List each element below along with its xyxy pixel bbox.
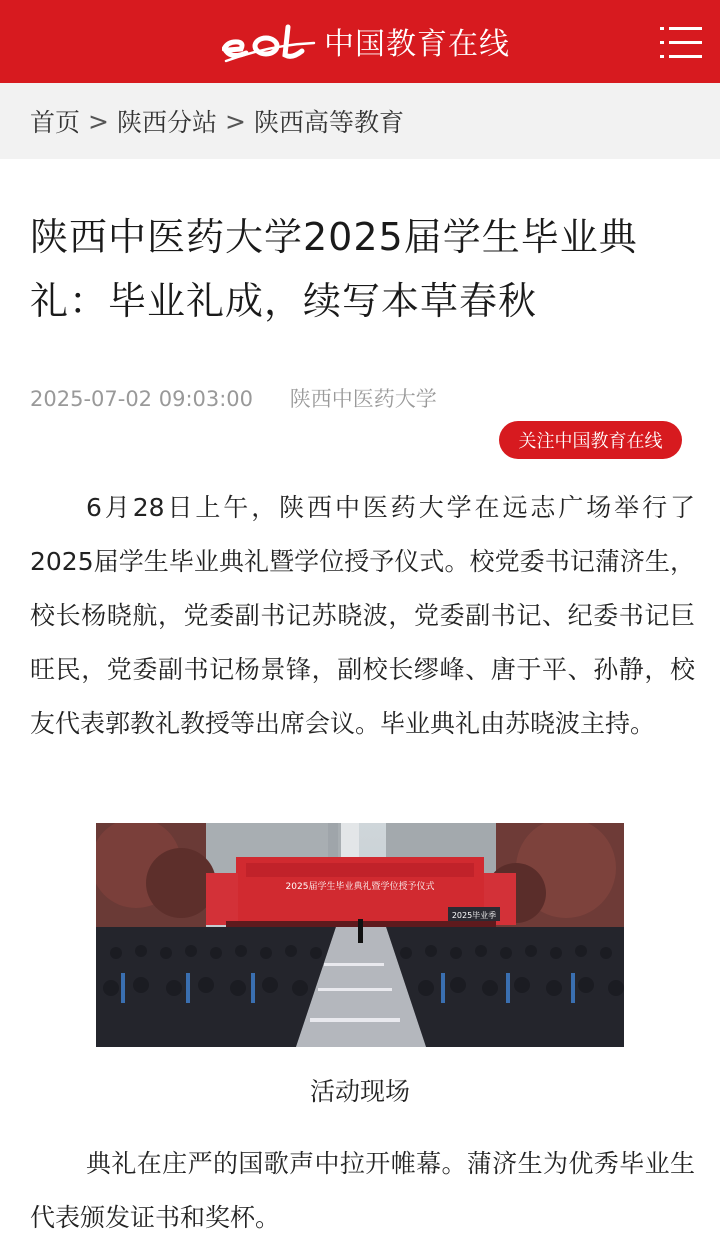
side-label-text: 2025毕业季 bbox=[451, 911, 497, 920]
site-brand[interactable] bbox=[222, 14, 510, 68]
ceremony-photo[interactable] bbox=[96, 823, 624, 1047]
breadcrumb bbox=[30, 103, 404, 139]
breadcrumb-separator: > bbox=[88, 106, 109, 136]
eol-logo bbox=[222, 19, 316, 63]
breadcrumb-higher-education[interactable]: 陕西高等教育 bbox=[253, 108, 404, 137]
article-title: 陕西中医药大学2025届学生毕业典礼：毕业礼成，续写本草春秋 bbox=[30, 215, 638, 323]
site-header bbox=[0, 0, 720, 83]
article-source: 陕西中医药大学 bbox=[289, 387, 437, 411]
site-name: 中国教育在线 bbox=[324, 27, 510, 62]
stage-banner-text: 2025届学生毕业典礼暨学位授予仪式 bbox=[285, 882, 435, 892]
breadcrumb-separator: > bbox=[224, 106, 246, 136]
breadcrumb-home[interactable]: 首页 bbox=[30, 108, 81, 137]
menu-button[interactable] bbox=[660, 26, 702, 60]
breadcrumb-bar bbox=[0, 83, 720, 159]
image-caption: 活动现场 bbox=[309, 1077, 410, 1106]
article-paragraph: 6月28日上午，陕西中医药大学在远志广场举行了2025届学生毕业典礼暨学位授予仪式。校党委书记蒲济生，校长杨晓航，党委副书记苏晓波，党委副书记、纪委书记巨旺民，党委副书记杨景锋，副校长缪峰、唐于平、孙静，校友代表郭教礼教授等出席会议。毕业典礼由苏晓波主持。 bbox=[30, 493, 695, 738]
hamburger-menu-icon bbox=[660, 26, 702, 60]
breadcrumb-shaanxi-branch[interactable]: 陕西分站 bbox=[116, 108, 217, 137]
publish-datetime: 2025-07-02 09:03:00 bbox=[30, 387, 254, 411]
article-paragraph: 典礼在庄严的国歌声中拉开帷幕。蒲济生为优秀毕业生代表颁发证书和奖杯。 bbox=[30, 1149, 695, 1232]
article-meta bbox=[30, 383, 437, 413]
ceremony-photo-illustration bbox=[96, 823, 624, 1047]
follow-button[interactable]: 关注中国教育在线 bbox=[499, 421, 682, 459]
